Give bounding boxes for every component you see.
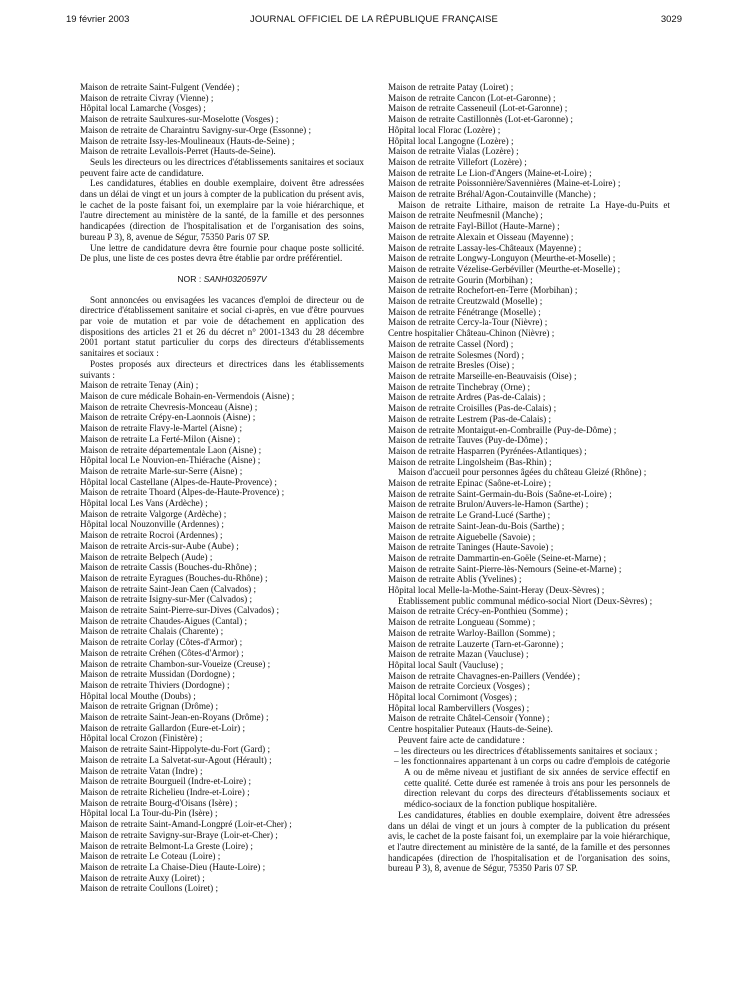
postes-list-left	[80, 380, 364, 894]
journal-title: JOURNAL OFFICIEL DE LA RÉPUBLIQUE FRANÇAISE	[249, 14, 499, 25]
list-item: Maison de retraite Epinac (Saône-et-Loire) ;	[388, 478, 552, 489]
list-item: Maison de retraite Savigny-sur-Braye (Loir-et-Cher) ;	[80, 829, 278, 840]
list-item: Maison de retraite Creutzwald (Moselle) ;	[388, 296, 543, 307]
list-item: Maison de retraite Saint-Pierre-lès-Nemours (Seine-et-Marne) ;	[388, 563, 622, 574]
list-item: Maison de retraite Mussidan (Dordogne) ;	[80, 669, 235, 680]
list-item: Maison de retraite Châtel-Censoir (Yonne) ;	[388, 713, 550, 724]
list-item: Maison de retraite Corcieux (Vosges) ;	[388, 681, 530, 692]
list-item: Maison de retraite Lingolsheim (Bas-Rhin) ;	[388, 456, 552, 467]
eligibility-item-fonctionnaires: – les fonctionnaires appartenant à un corps ou cadre d'emplois de catégorie A ou de même niveau et justifiant de six années de service effectif en cette qualité. Cette durée est ramenée à trois ans pour les personnels de direction relevant du corps des directeurs d'établissements sociaux et médico-sociaux de la fonction publique hospitalière.	[394, 756, 670, 810]
list-item: Maison de retraite Castillonnès (Lot-et-Garonne) ;	[388, 114, 573, 125]
list-item: Maison de retraite Mazan (Vaucluse) ;	[388, 649, 529, 660]
list-item: Hôpital local Cornimont (Vosges) ;	[388, 692, 517, 703]
list-item: Maison de retraite La Chaise-Dieu (Haute-Loire) ;	[80, 861, 266, 872]
preference-paragraph: Une lettre de candidature devra être fournie pour chaque poste sollicité. De plus, une liste de ces postes devra être établie par ordre préférentiel.	[80, 242, 364, 264]
list-item: Hôpital local Castellane (Alpes-de-Haute-Provence) ;	[80, 476, 277, 487]
list-item: Maison de retraite de Charaintru Savigny-sur-Orge (Essonne) ;	[80, 124, 312, 135]
list-item: Maison de retraite Brulon/Auvers-le-Hamon (Sarthe) ;	[388, 499, 589, 510]
postes-list-c	[388, 478, 670, 596]
list-item: Maison de retraite Thiviers (Dordogne) ;	[80, 679, 230, 690]
list-item: Maison de retraite Belpech (Aude) ;	[80, 551, 213, 562]
candidature-heading: Peuvent faire acte de candidature :	[398, 734, 525, 745]
list-item: Maison de retraite Ardres (Pas-de-Calais) ;	[388, 392, 546, 403]
list-item: Maison de retraite Chevresis-Monceau (Aisne) ;	[80, 401, 258, 412]
list-item: Maison de retraite Chalais (Charente) ;	[80, 626, 224, 637]
list-item: Maison de retraite Ablis (Yvelines) ;	[388, 574, 522, 585]
list-item: Maison de retraite Gallardon (Eure-et-Loir) ;	[80, 722, 246, 733]
list-item: Maison de retraite La Salvetat-sur-Agout (Hérault) ;	[80, 754, 272, 765]
list-item: Maison de retraite Vézelise-Gerbéviller (Meurthe-et-Moselle) ;	[388, 263, 621, 274]
list-item: Maison de retraite Fénétrange (Moselle) ;	[388, 306, 541, 317]
list-item: Maison de retraite Cancon (Lot-et-Garonne) ;	[388, 92, 556, 103]
list-item: Maison de retraite Isigny-sur-Mer (Calvados) ;	[80, 594, 253, 605]
list-item: Maison de retraite Saint-Hippolyte-du-Fort (Gard) ;	[80, 744, 271, 755]
list-item: Maison de retraite Lestrem (Pas-de-Calais) ;	[388, 413, 552, 424]
list-item: Hôpital local Crozon (Finistère) ;	[80, 733, 203, 744]
list-item: Maison de retraite Saint-Pierre-sur-Dives (Calvados) ;	[80, 605, 280, 616]
list-item: Maison de retraite Auxy (Loiret) ;	[80, 872, 205, 883]
list-item: Maison de retraite Poissonnière/Savennières (Maine-et-Loire) ;	[388, 178, 621, 189]
list-item: Hôpital local Le Nouvion-en-Thiérache (Aisne) ;	[80, 455, 261, 466]
list-item: Maison de retraite Vatan (Indre) ;	[80, 765, 203, 776]
list-item: Maison de retraite Créhen (Côtes-d'Armor) ;	[80, 647, 244, 658]
postes-list-d	[388, 606, 670, 734]
list-item: Maison de retraite Saulxures-sur-Moselotte (Vosges) ;	[80, 114, 279, 125]
list-item: Maison de retraite Bourgueil (Indre-et-Loire) ;	[80, 776, 252, 787]
list-item: Maison de retraite Crépy-en-Laonnois (Aisne) ;	[80, 412, 256, 423]
list-item: Maison de retraite Le Grand-Lucé (Sarthe) ;	[388, 510, 551, 521]
list-item: Centre hospitalier Puteaux (Hauts-de-Seine).	[388, 724, 553, 735]
list-item: Maison de retraite Crécy-en-Ponthieu (Somme) ;	[388, 606, 568, 617]
gleize-entry: Maison d'accueil pour personnes âgées du château Gleizé (Rhône) ;	[398, 467, 647, 478]
nor-reference	[80, 274, 364, 285]
list-item: Maison de retraite Thoard (Alpes-de-Haute-Provence) ;	[80, 487, 285, 498]
list-item: Hôpital local Lamarche (Vosges) ;	[80, 103, 206, 114]
final-application-paragraph: Les candidatures, établies en double exemplaire, doivent être adressées dans un délai de vingt et un jours à compter de la publication du présent avis, le cachet de la poste faisant foi, un exemplaire par la voie hiérarchique, et l'autre directement au ministère de la santé, de la famille et des personnes handicapées (direction de l'hospitalisation et de l'organisation des soins, bureau P 3), 8, avenue de Ségur, 75350 Paris 07 SP.	[388, 809, 670, 874]
list-item: Maison de retraite Alexain et Oisseau (Mayenne) ;	[388, 231, 574, 242]
list-item: Maison de retraite Valgorge (Ardèche) ;	[80, 508, 227, 519]
list-item: Maison de retraite Issy-les-Moulineaux (Hauts-de-Seine) ;	[80, 135, 295, 146]
list-item: Maison de retraite La Ferté-Milon (Aisne) ;	[80, 433, 241, 444]
list-item: Maison de retraite Cassel (Nord) ;	[388, 338, 514, 349]
list-item: Maison de retraite Lauzerte (Tarn-et-Garonne) ;	[388, 638, 564, 649]
list-item: Maison de retraite Flavy-le-Martel (Aisne) ;	[80, 423, 243, 434]
nor-label: NOR :	[177, 273, 202, 284]
list-item: Hôpital local Nouzonville (Ardennes) ;	[80, 519, 224, 530]
list-item: Hôpital local Florac (Lozère) ;	[388, 124, 501, 135]
list-item: Maison de retraite Arcis-sur-Aube (Aube) ;	[80, 540, 239, 551]
list-item: Maison de retraite Tenay (Ain) ;	[80, 380, 199, 391]
list-item: Maison de retraite Rochefort-en-Terre (Morbihan) ;	[388, 285, 578, 296]
nor-code: SANH0320597V	[203, 273, 267, 284]
list-item: Maison de retraite Tauves (Puy-de-Dôme) ;	[388, 435, 548, 446]
list-item: Maison de retraite Solesmes (Nord) ;	[388, 349, 524, 360]
eligibility-item-directors: – les directeurs ou les directrices d'établissements sanitaires et sociaux ;	[394, 745, 658, 756]
postes-intro: Postes proposés aux directeurs et directrices dans les établissements suivants :	[80, 358, 364, 380]
list-item: Maison de retraite Hasparren (Pyrénées-Atlantiques) ;	[388, 445, 587, 456]
list-item: Maison de retraite Chavagnes-en-Paillers (Vendée) ;	[388, 670, 581, 681]
list-item: Maison de retraite Rocroi (Ardennes) ;	[80, 530, 223, 541]
list-item: Maison de retraite Civray (Vienne) ;	[80, 92, 214, 103]
left-column	[80, 82, 364, 894]
list-item: Maison de retraite Belmont-La Greste (Loire) ;	[80, 840, 253, 851]
list-item: Maison de retraite Aiguebelle (Savoie) ;	[388, 531, 536, 542]
list-item: Maison de retraite départementale Laon (Aisne) ;	[80, 444, 262, 455]
list-item: Maison de retraite Richelieu (Indre-et-Loire) ;	[80, 787, 250, 797]
list-item: Maison de retraite Chaudes-Aigues (Cantal) ;	[80, 615, 248, 626]
list-item: Maison de retraite Eyragues (Bouches-du-Rhône) ;	[80, 572, 268, 583]
list-item: Maison de retraite Grignan (Drôme) ;	[80, 701, 219, 712]
list-item: Maison de retraite Longwy-Longuyon (Meurthe-et-Moselle) ;	[388, 253, 616, 264]
page-number: 3029	[660, 14, 682, 25]
application-paragraph: Les candidatures, établies en double exemplaire, doivent être adressées dans un délai de vingt et un jours à compter de la publication du présent avis, le cachet de la poste faisant foi, un exemplaire par la voie hiérarchique, et l'autre directement au ministère de la santé, de la famille et des personnes handicapées (direction de l'hospitalisation et de l'organisation des soins, bureau P 3), 8, avenue de Ségur, 75350 Paris 07 SP.	[80, 178, 364, 242]
list-item: Maison de retraite Bréhal/Agon-Coutainville (Manche) ;	[388, 189, 596, 200]
list-item: Maison de retraite Bresles (Oise) ;	[388, 360, 515, 371]
list-item: Maison de retraite Marle-sur-Serre (Aisne) ;	[80, 465, 243, 476]
list-item: Maison de retraite Cercy-la-Tour (Nièvre) ;	[388, 317, 548, 328]
list-item: Maison de retraite Longueau (Somme) ;	[388, 617, 536, 628]
list-top	[80, 82, 364, 157]
list-item: Maison de retraite Marseille-en-Beauvaisis (Oise) ;	[388, 370, 577, 381]
list-item: Maison de retraite Levallois-Perret (Hauts-de-Seine).	[80, 146, 276, 157]
haye-du-puits-entry: Maison de retraite Lithaire, maison de retraite La Haye-du-Puits et Maison de retraite Neufmesnil (Manche) ;	[388, 199, 670, 221]
list-item: Maison de retraite Saint-Fulgent (Vendée) ;	[80, 82, 240, 92]
list-item: Hôpital local Les Vans (Ardèche) ;	[80, 498, 208, 509]
niort-entry: Etablissement public communal médico-social Niort (Deux-Sèvres) ;	[398, 595, 653, 606]
list-item: Maison de retraite Patay (Loiret) ;	[388, 82, 514, 92]
list-item: Centre hospitalier Château-Chinon (Nièvre) ;	[388, 328, 555, 339]
list-item: Maison de retraite Saint-Germain-du-Bois (Saône-et-Loire) ;	[388, 488, 612, 499]
list-item: Maison de retraite Fayl-Billot (Haute-Marne) ;	[388, 221, 560, 232]
list-item: Maison de retraite Coullons (Loiret) ;	[80, 883, 219, 894]
list-item: Maison de retraite Le Lion-d'Angers (Maine-et-Loire) ;	[388, 167, 592, 178]
list-item: Maison de retraite Corlay (Côtes-d'Armor) ;	[80, 637, 243, 648]
list-item: Maison de retraite Croisilles (Pas-de-Calais) ;	[388, 403, 557, 414]
postes-list-b	[388, 221, 670, 467]
list-item: Maison de retraite Montaigut-en-Combraille (Puy-de-Dôme) ;	[388, 424, 617, 435]
list-item: Maison de retraite Casseneuil (Lot-et-Garonne) ;	[388, 103, 568, 114]
list-item: Maison de retraite Saint-Jean Caen (Calvados) ;	[80, 583, 257, 594]
list-item: Maison de retraite Vialas (Lozère) ;	[388, 146, 519, 157]
list-item: Hôpital local Langogne (Lozère) ;	[388, 135, 514, 146]
list-item: Hôpital local La Tour-du-Pin (Isère) ;	[80, 808, 218, 819]
list-item: Maison de retraite Saint-Amand-Longpré (Loir-et-Cher) ;	[80, 819, 292, 830]
list-item: Maison de retraite Chambon-sur-Voueize (Creuse) ;	[80, 658, 271, 669]
right-column	[388, 82, 670, 874]
list-item: Maison de retraite Saint-Jean-en-Royans (Drôme) ;	[80, 712, 269, 723]
list-item: Hôpital local Mouthe (Doubs) ;	[80, 690, 196, 701]
eligibility-paragraph: Seuls les directeurs ou les directrices d'établissements sanitaires et sociaux peuvent faire acte de candidature.	[80, 156, 364, 178]
list-item: Maison de retraite Lassay-les-Châteaux (Mayenne) ;	[388, 242, 582, 253]
list-item: Maison de retraite Saint-Jean-du-Bois (Sarthe) ;	[388, 520, 565, 531]
list-item: Maison de retraite Tinchebray (Orne) ;	[388, 381, 531, 392]
list-item: Hôpital local Sault (Vaucluse) ;	[388, 659, 504, 670]
issue-date: 19 février 2003	[66, 14, 130, 25]
list-item: Maison de retraite Cassis (Bouches-du-Rhône) ;	[80, 562, 257, 573]
vacancy-announcement: Sont annoncées ou envisagées les vacances d'emploi de directeur ou de directrice d'établissement sanitaire et social ci-après, en vue d'être pourvues par voie de mutation et par voie de détachement en application des dispositions des articles 21 et 26 du décret n° 2001-1343 du 28 décembre 2001 portant statut particulier du corps des directeurs d'établissements sanitaires et sociaux :	[80, 294, 364, 359]
list-item: Maison de cure médicale Bohain-en-Vermendois (Aisne) ;	[80, 390, 295, 401]
list-item: Maison de retraite Le Coteau (Loire) ;	[80, 851, 221, 862]
list-item: Maison de retraite Gourin (Morbihan) ;	[388, 274, 533, 285]
postes-list-a	[388, 82, 670, 200]
list-item: Hôpital local Melle-la-Mothe-Saint-Heray (Deux-Sèvres) ;	[388, 585, 605, 596]
list-item: Hôpital local Rambervillers (Vosges) ;	[388, 702, 530, 713]
list-item: Maison de retraite Dammartin-en-Goële (Seine-et-Marne) ;	[388, 552, 607, 563]
list-item: Maison de retraite Warloy-Baillon (Somme) ;	[388, 627, 556, 638]
list-item: Maison de retraite Villefort (Lozère) ;	[388, 156, 527, 167]
list-item: Maison de retraite Bourg-d'Oisans (Isère) ;	[80, 797, 238, 808]
list-item: Maison de retraite Taninges (Haute-Savoie) ;	[388, 542, 554, 553]
